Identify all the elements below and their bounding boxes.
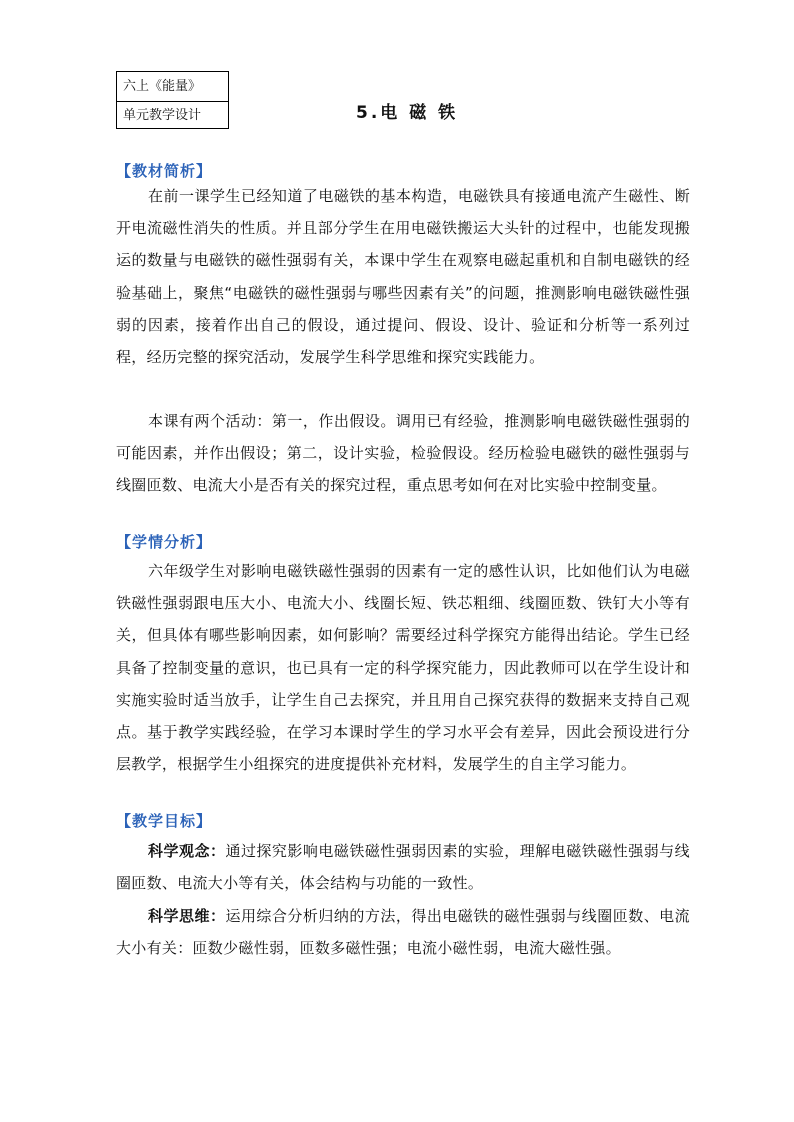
learner-paragraph: 六年级学生对影响电磁铁磁性强弱的因素有一定的感性认识，比如他们认为电磁铁磁性强弱跟电压大小、电流大小、线圈长短、铁芯粗细、线圈匝数、铁钉大小等有关，但具体有哪些影响因素，如何影响？需要经过科学探究方能得出结论。学生已经具备了控制变量的意识，也已具有一定的科学探究能力，因此教师可以在学生设计和实施实验时适当放手，让学生自己去探究，并且用自己探究获得的数据来支持自己观点。基于教学实践经验，在学习本课时学生的学习水平会有差异，因此会预设进行分层教学，根据学生小组探究的进度提供补充材料，发展学生的自主学习能力。 <box>116 562 690 774</box>
goal-science-thinking <box>116 900 690 964</box>
heading-teaching-goals: 【教学目标】 <box>116 812 213 830</box>
goal-science-concept <box>116 835 690 899</box>
goal-science-thinking-text: 运用综合分析归纳的方法，得出电磁铁的磁性强弱与线圈匝数、电流大小有关：匝数少磁性弱，匝数多磁性强；电流小磁性弱，电流大磁性强。 <box>116 907 690 958</box>
goal-science-thinking-label: 科学思维： <box>148 907 226 925</box>
heading-learner-analysis: 【学情分析】 <box>116 533 213 551</box>
goal-science-concept-label: 科学观念： <box>148 842 226 860</box>
unit-label-line2: 单元教学设计 <box>123 108 202 123</box>
lesson-title: 5.电 磁 铁 <box>356 103 459 123</box>
textbook-paragraph-1: 在前一课学生已经知道了电磁铁的基本构造，电磁铁具有接通电流产生磁性、断开电流磁性消失的性质。并且部分学生在用电磁铁搬运大头针的过程中，也能发现搬运的数量与电磁铁的磁性强弱有关，本课中学生在观察电磁起重机和自制电磁铁的经验基础上，聚焦“电磁铁的磁性强弱与哪些因素有关”的问题，推测影响电磁铁磁性强弱的因素，接着作出自己的假设，通过提问、假设、设计、验证和分析等一系列过程，经历完整的探究活动，发展学生科学思维和探究实践能力。 <box>116 187 690 367</box>
unit-label-box <box>116 71 229 129</box>
heading-textbook-analysis: 【教材简析】 <box>116 162 213 180</box>
unit-label-divider <box>117 101 228 102</box>
goal-science-concept-text: 通过探究影响电磁铁磁性强弱因素的实验，理解电磁铁磁性强弱与线圈匝数、电流大小等有关，体会结构与功能的一致性。 <box>116 842 690 893</box>
unit-label-line1: 六上《能量》 <box>123 79 202 94</box>
textbook-paragraph-2: 本课有两个活动：第一，作出假设。调用已有经验，推测影响电磁铁磁性强弱的可能因素，并作出假设；第二，设计实验，检验假设。经历检验电磁铁的磁性强弱与线圈匝数、电流大小是否有关的探究过程，重点思考如何在对比实验中控制变量。 <box>116 412 690 495</box>
